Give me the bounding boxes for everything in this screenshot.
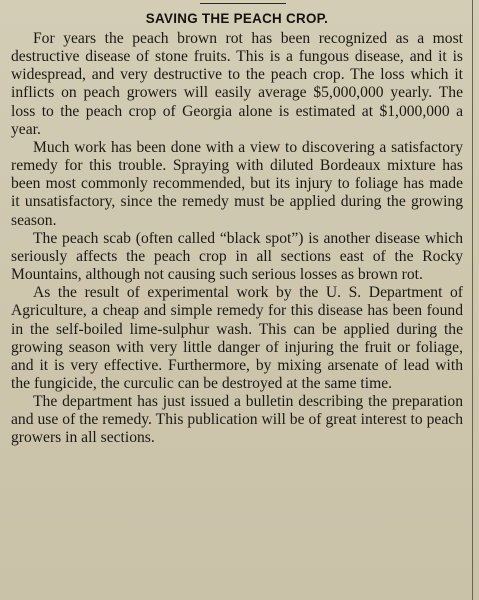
- top-divider-rule: [200, 3, 286, 4]
- article-paragraph: For years the peach brown rot has been recognized as a most destructive disease of stone fruits. This is a fungous disease, and it is widespread, and very destructive to the peach crop. The loss which it inflicts on peach growers will easily average $5,000,000 yearly. The loss to the peach crop of Georgia alone is estimated at $1,000,000 a year.: [11, 30, 463, 138]
- article-paragraph: The department has just issued a bulletin describing the preparation and use of the remedy. This publication will be of great interest to peach growers in all sections.: [11, 393, 463, 447]
- article-paragraph: As the result of experimental work by the U. S. Department of Agriculture, a cheap and simple remedy for this disease has been found in the self-boiled lime-sulphur wash. This can be applied during the growing season with very little danger of injuring the fruit or foliage, and it is very effective. Furthermore, by mixing arsenate of lead with the fungicide, the curculic can be destroyed at the same time.: [11, 284, 463, 392]
- article-column: [11, 10, 463, 448]
- article-paragraph: The peach scab (often called “black spot”) is another disease which seriously affects the peach crop in all sections east of the Rocky Mountains, although not causing such serious losses as brown rot.: [11, 229, 463, 284]
- column-edge-rule: [472, 0, 473, 600]
- article-title: SAVING THE PEACH CROP.: [145, 11, 329, 26]
- article-paragraph: Much work has been done with a view to discovering a satisfactory remedy for this trouble. Spraying with diluted Bordeaux mixture has been most commonly recommended, but its injury to foliage has made it unsatisfactory, since the remedy must be applied during the growing season.: [11, 138, 463, 229]
